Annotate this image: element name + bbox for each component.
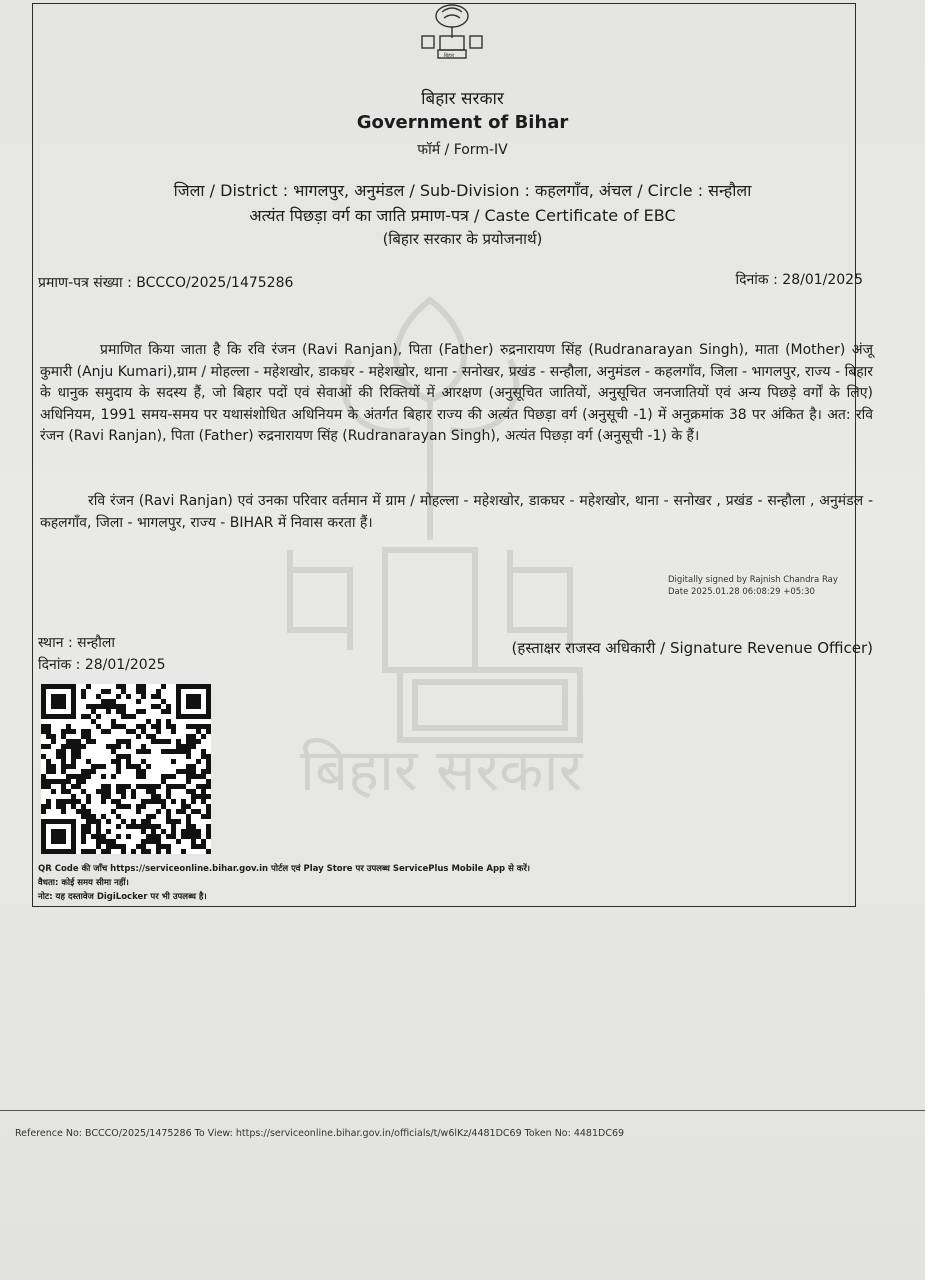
emblem-text: बिहार xyxy=(444,53,455,59)
certificate-number: प्रमाण-पत्र संख्या : BCCCO/2025/1475286 xyxy=(38,275,294,291)
digital-signature-name: Digitally signed by Rajnish Chandra Ray xyxy=(668,575,838,585)
place-date: दिनांक : 28/01/2025 xyxy=(38,657,166,673)
watermark-text: बिहार सरकार xyxy=(300,736,583,804)
note-qr: QR Code की जाँच https://serviceonline.bihar.gov.in पोर्टल एवं Play Store पर उपलब्ध ServicePlus Mobile App से करें। xyxy=(38,864,531,874)
certificate-purpose: (बिहार सरकार के प्रयोजनार्थ) xyxy=(382,230,543,248)
district-line: जिला / District : भागलपुर, अनुमंडल / Sub-Division : कहलगाँव, अंचल / Circle : सन्हौला xyxy=(173,181,752,200)
footer-divider xyxy=(0,1110,925,1111)
digital-signature xyxy=(668,574,838,598)
signature-label: (हस्ताक्षर राजस्व अधिकारी / Signature Revenue Officer) xyxy=(511,639,873,657)
certificate-title: अत्यंत पिछड़ा वर्ग का जाति प्रमाण-पत्र / Caste Certificate of EBC xyxy=(249,206,676,225)
issue-date: दिनांक : 28/01/2025 xyxy=(735,272,863,288)
digital-signature-date: Date 2025.01.28 06:08:29 +05:30 xyxy=(668,587,815,597)
note-digilocker: नोट: यह दस्तावेज DigiLocker पर भी उपलब्ध है। xyxy=(38,892,207,902)
bihar-emblem-icon xyxy=(416,2,488,60)
certificate-paragraph-2: रवि रंजन (Ravi Ranjan) एवं उनका परिवार वर्तमान में ग्राम / मोहल्ला - महेशखोर, डाकघर - महेशखोर, थाना - सनोखर , प्रखंड - सन्हौला , अनुमंडल - कहलगाँव, जिला - भागलपुर, राज्य - BIHAR में निवास करता हैं। xyxy=(40,493,873,531)
qr-code xyxy=(41,684,211,854)
notes xyxy=(38,862,530,904)
heading-hindi: बिहार सरकार xyxy=(421,89,504,109)
place-label: स्थान : सन्हौला xyxy=(38,635,115,651)
certificate-paragraph-1: प्रमाणित किया जाता है कि रवि रंजन (Ravi Ranjan), पिता (Father) रुद्रनारायण सिंह (Rudranarayan Singh), माता (Mother) अंजू कुमारी (Anju Kumari),ग्राम / मोहल्ला - महेशखोर, डाकघर - महेशखोर, थाना - सनोखर, प्रखंड - सन्हौला, अनुमंडल - कहलगाँव, जिला - भागलपुर, राज्य - बिहार के धानुक समुदाय के सदस्य हैं, जो बिहार पदों एवं सेवाओं की रिक्तियों में आरक्षण (अनुसूचित जातियों, अनुसूचित जनजातियों एवं अन्य पिछड़े वर्गों के लिए) अधिनियम, 1991 समय-समय पर यथासंशोधित अधिनियम के अंतर्गत बिहार राज्य की अत्यंत पिछड़ा वर्ग (अनुसूची -1) में अनुक्रमांक 38 पर अंकित है। अत: रवि रंजन (Ravi Ranjan), पिता (Father) रुद्रनारायण सिंह (Rudranarayan Singh), अत्यंत पिछड़ा वर्ग (अनुसूची -1) के हैं। xyxy=(40,342,873,444)
note-validity: वैधता: कोई समय सीमा नहीं। xyxy=(38,878,129,888)
heading-government: Government of Bihar xyxy=(356,112,569,133)
place-date-block xyxy=(38,632,166,676)
reference-footer: Reference No: BCCCO/2025/1475286 To View: https://serviceonline.bihar.gov.in/officials/t/w6lKz/4481DC69 Token No: 4481DC69 xyxy=(15,1128,625,1139)
form-label: फॉर्म / Form-IV xyxy=(417,142,508,158)
